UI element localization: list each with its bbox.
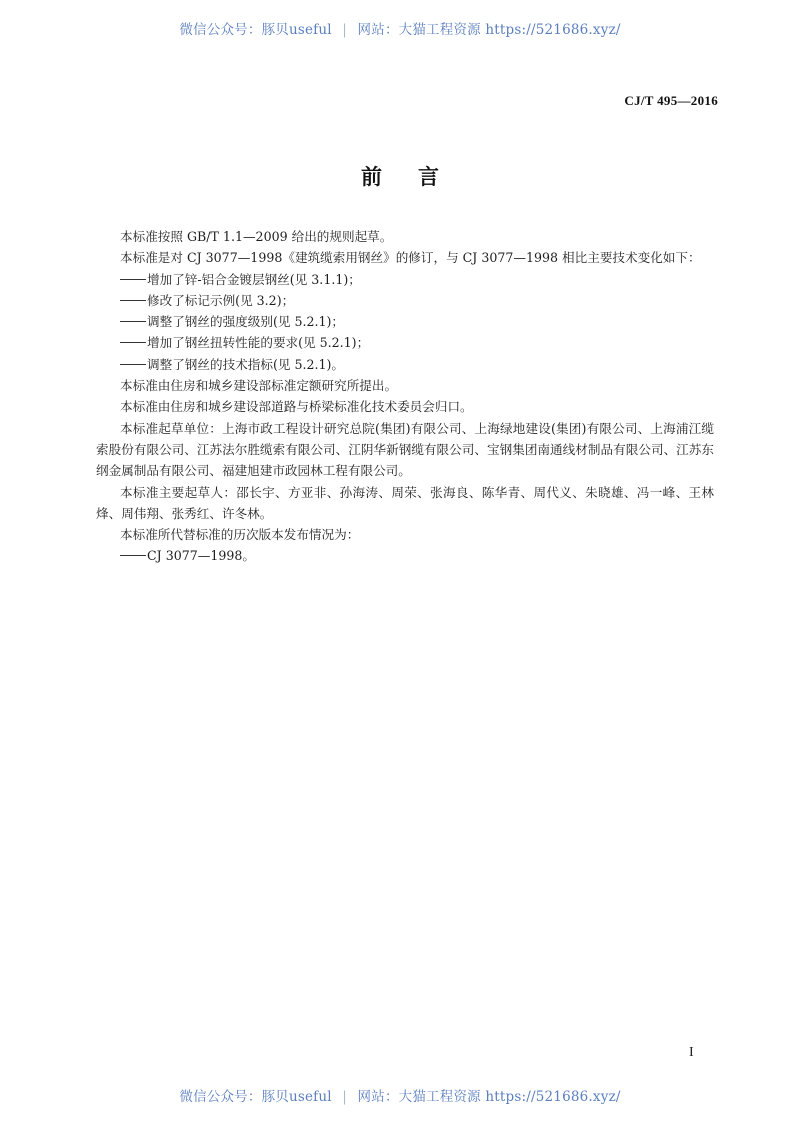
watermark-wechat: 微信公众号：豚贝useful xyxy=(179,1089,332,1105)
paragraph-history: 本标准所代替标准的历次版本发布情况为： xyxy=(120,527,360,543)
history-item: CJ 3077—1998。 xyxy=(96,545,714,566)
dash-icon xyxy=(120,342,146,343)
paragraph-drafting-rules: 本标准按照 GB/T 1.1—2009 给出的规则起草。 xyxy=(120,229,393,244)
paragraph-committee: 本标准由住房和城乡建设部道路与桥梁标准化技术委员会归口。 xyxy=(120,399,473,415)
change-item: 调整了钢丝的强度级别(见 5.2.1)； xyxy=(96,311,714,332)
paragraph-drafters: 本标准主要起草人：邵长宇、方亚非、孙海涛、周荣、张海良、陈华青、周代义、朱晓雄、冯一峰、王林烽、周伟翔、张秀红、许冬林。 xyxy=(96,484,714,521)
standard-code: CJ/T 495—2016 xyxy=(624,93,718,108)
change-item: 增加了锌-铝合金镀层钢丝(见 3.1.1)； xyxy=(96,269,714,290)
watermark-site: 网站：大猫工程资源 https://521686.xyz/ xyxy=(357,22,621,38)
dash-icon xyxy=(120,300,146,301)
watermark-top xyxy=(0,18,800,38)
dash-icon xyxy=(120,364,146,365)
paragraph-proposer: 本标准由住房和城乡建设部标准定额研究所提出。 xyxy=(120,378,398,394)
page-number: I xyxy=(689,1045,694,1060)
watermark-bottom xyxy=(0,1085,800,1105)
page-title: 前言 xyxy=(361,165,475,189)
change-item: 修改了标记示例(见 3.2)； xyxy=(96,290,714,311)
change-item: 增加了钢丝扭转性能的要求(见 5.2.1)； xyxy=(96,332,714,353)
paragraph-drafting-units: 本标准起草单位：上海市政工程设计研究总院(集团)有限公司、上海绿地建设(集团)有限公司、上海浦江缆索股份有限公司、江苏法尔胜缆索有限公司、江阴华新钢缆有限公司、宝钢集团南通线材制品有限公司、江苏东纲金属制品有限公司、福建旭建市政园林工程有限公司。 xyxy=(96,420,714,479)
paragraph-revision: 本标准是对 CJ 3077—1998《建筑缆索用钢丝》的修订，与 CJ 3077—1998 相比主要技术变化如下： xyxy=(120,250,701,266)
change-item: 调整了钢丝的技术指标(见 5.2.1)。 xyxy=(96,354,714,375)
dash-icon xyxy=(120,279,146,280)
watermark-site: 网站：大猫工程资源 https://521686.xyz/ xyxy=(357,1089,621,1105)
document-body xyxy=(96,226,714,567)
dash-icon xyxy=(120,321,146,322)
watermark-wechat: 微信公众号：豚贝useful xyxy=(179,22,332,38)
dash-icon xyxy=(120,555,146,556)
watermark-separator: | xyxy=(342,1089,348,1105)
watermark-separator: | xyxy=(342,22,348,38)
